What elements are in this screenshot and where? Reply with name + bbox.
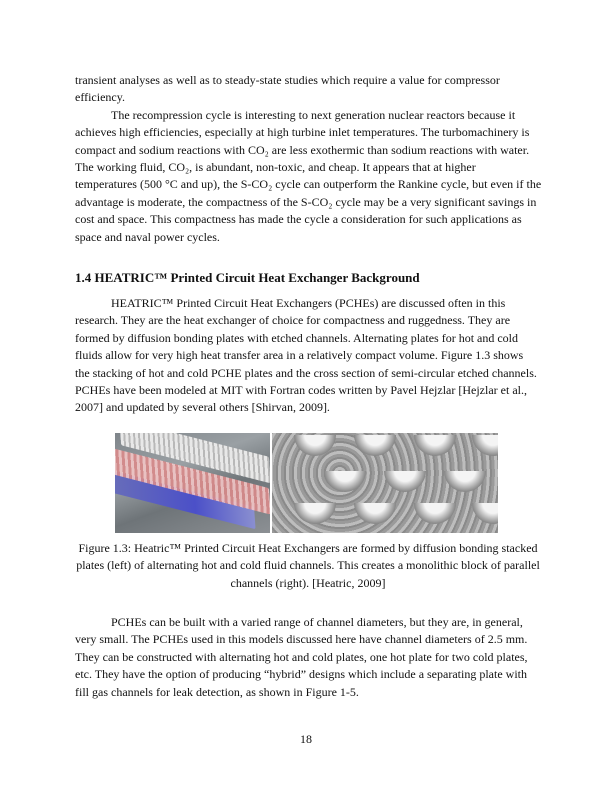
- text-line: achieves high efficiencies, especially at high turbine inlet temperatures. The turbomachinery is: [75, 125, 530, 140]
- paragraph-1: [75, 72, 545, 246]
- text-line: 2007] and updated by several others [Shirvan, 2009].: [75, 400, 330, 415]
- page-number: 18: [300, 732, 312, 746]
- figure-1-3: [115, 433, 498, 533]
- text-line: The working fluid, CO₂, is abundant, non-toxic, and cheap. It appears that at higher: [75, 159, 476, 174]
- paragraph-2: [75, 295, 545, 417]
- text-line: channels (right). [Heatric, 2009]: [230, 575, 386, 590]
- text-line: very small. The PCHEs used in this models discussed here have channel diameters of 2.5 mm.: [75, 632, 528, 647]
- text-line: efficiency.: [75, 90, 125, 105]
- text-line: fill gas channels for leak detection, as shown in Figure 1-5.: [75, 684, 359, 699]
- text-line: They can be constructed with alternating hot and cold plates, one hot plate for two cold plates,: [75, 649, 528, 664]
- text-line: etc. They have the option of producing “hybrid” designs which include a separating plate with: [75, 667, 527, 682]
- section-heading: 1.4 HEATRIC™ Printed Circuit Heat Exchanger Background: [75, 270, 420, 285]
- channel-cross-section-image: [272, 433, 498, 533]
- text-line: space and naval power cycles.: [75, 229, 220, 244]
- text-line: PCHEs have been modeled at MIT with Fortran codes written by Pavel Hejzlar [Hejzlar et al.,: [75, 382, 527, 397]
- figure-caption: [68, 540, 548, 592]
- stacked-plates-image: [115, 433, 270, 533]
- text-line: fluids allow for very high heat transfer area in a relatively compact volume. Figure 1.3 shows: [75, 348, 524, 363]
- text-line: cost and space. This compactness has made the cycle a consideration for such applications as: [75, 212, 522, 227]
- text-line: research. They are the heat exchanger of choice for compactness and ruggedness. They are: [75, 313, 511, 328]
- text-line: plates (left) of alternating hot and cold fluid channels. This creates a monolithic block of parallel: [76, 558, 540, 573]
- text-line: compact and sodium reactions with CO₂ are less exothermic than sodium reactions with water.: [75, 142, 530, 157]
- text-line: Figure 1.3: Heatric™ Printed Circuit Heat Exchangers are formed by diffusion bonding stacked: [78, 541, 538, 555]
- text-line: the stacking of hot and cold PCHE plates and the cross section of semi-circular etched channels.: [75, 365, 537, 380]
- text-line: advantage is moderate, the compactness of the S-CO₂ cycle may be a very significant savings in: [75, 194, 537, 209]
- text-line: PCHEs can be built with a varied range of channel diameters, but they are, in general,: [111, 615, 523, 629]
- text-line: temperatures (500 °C and up), the S-CO₂ cycle can outperform the Rankine cycle, but even if the: [75, 177, 542, 192]
- paragraph-3: [75, 614, 545, 701]
- text-line: transient analyses as well as to steady-state studies which require a value for compressor: [75, 73, 500, 87]
- text-line: formed by diffusion bonding plates with etched channels. Alternating plates for hot and cold: [75, 330, 519, 345]
- text-line: The recompression cycle is interesting to next generation nuclear reactors because it: [111, 107, 516, 122]
- text-line: HEATRIC™ Printed Circuit Heat Exchangers (PCHEs) are discussed often in this: [111, 296, 506, 310]
